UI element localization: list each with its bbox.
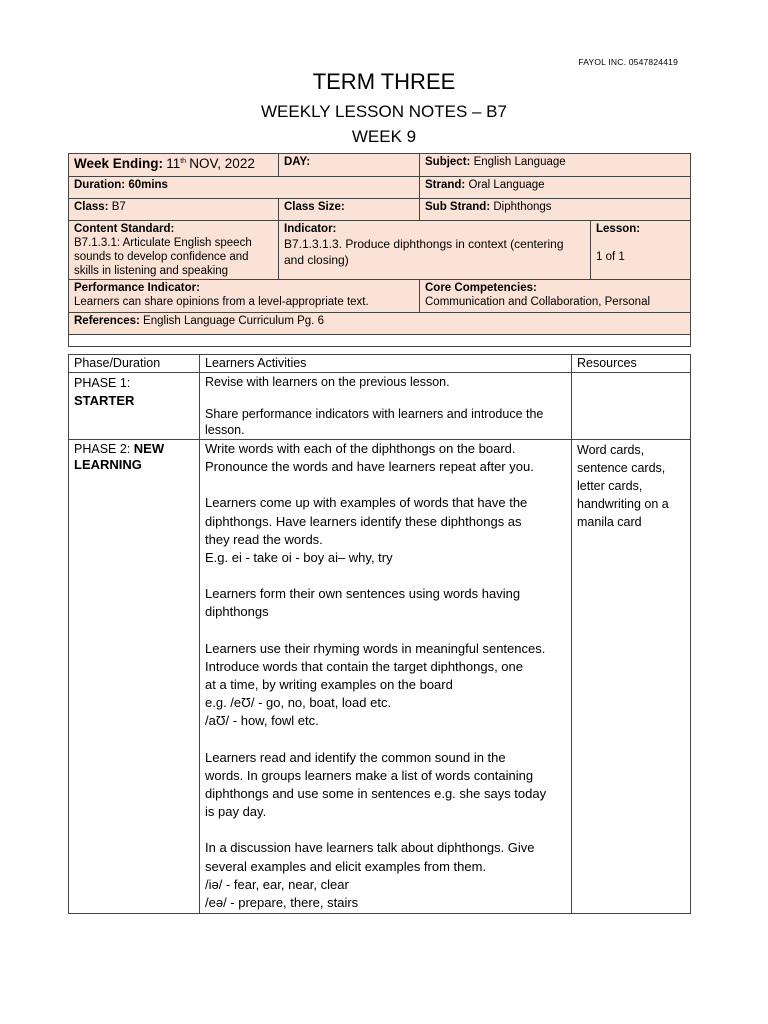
phase1-label: PHASE 1: (74, 376, 131, 390)
class-size-label: Class Size: (284, 201, 345, 213)
duration-cell (69, 177, 420, 199)
phase1-name: STARTER (74, 393, 135, 408)
col-resources-header: Resources (572, 355, 691, 373)
activity-line: In a discussion have learners talk about diphthongs. Give (205, 840, 535, 856)
core-label: Core Competencies: (425, 282, 537, 294)
day-cell (279, 154, 420, 177)
lesson-table-header-row (69, 355, 691, 373)
performance-value: Learners can share opinions from a level-appropriate text. (74, 296, 369, 308)
subject-cell (420, 154, 691, 177)
lesson-notes-subtitle: WEEKLY LESSON NOTES – B7 (261, 102, 507, 121)
week-ending-label: Week Ending: (74, 155, 164, 171)
class-value: B7 (111, 201, 126, 213)
phase2-label: PHASE 2: (74, 442, 131, 456)
indicator-value: B7.1.3.1.3. Produce diphthongs in context (centering and closing) (284, 237, 564, 267)
sub-strand-cell (420, 199, 691, 221)
phase2-activities (200, 440, 572, 914)
week-ending-cell (69, 154, 279, 177)
week-number: WEEK 9 (351, 127, 417, 146)
subject-label: Subject: (425, 156, 471, 168)
phase1-cell (69, 373, 200, 440)
activity-line: diphthongs and use some in sentences e.g. she says today (205, 786, 547, 802)
phase2-name-2: LEARNING (74, 457, 142, 472)
activity-line: several examples and elicit examples from them. (205, 858, 487, 874)
activity-line: diphthongs (205, 604, 269, 620)
phase2-name-1: NEW (133, 441, 165, 456)
phase1-activity-2: Share performance indicators with learners and introduce the lesson. (205, 407, 544, 437)
activity-line: e.g. /eƱ/ - go, no, boat, load etc. (205, 695, 392, 711)
phase1-row (69, 373, 691, 440)
phase2-row (69, 440, 691, 914)
activity-line: Learners form their own sentences using words having (205, 586, 521, 602)
activity-line: Learners use their rhyming words in meaningful sentences. (205, 640, 546, 656)
performance-cell (69, 280, 420, 313)
indicator-cell (279, 221, 591, 280)
activity-line: words. In groups learners make a list of words containing (205, 767, 534, 783)
sub-strand-value: Diphthongs (493, 201, 552, 213)
day-label: DAY: (284, 156, 311, 168)
header-row-week (69, 154, 691, 177)
week-ending-rest: NOV, 2022 (189, 155, 255, 171)
subject-value: English Language (473, 156, 566, 168)
activity-line: Introduce words that contain the target diphthongs, one (205, 658, 523, 674)
lesson-value: 1 of 1 (596, 251, 625, 263)
activity-line: E.g. ei - take oi - boy ai– why, try (205, 550, 393, 566)
lesson-activities-table (68, 354, 691, 914)
lesson-cell (591, 221, 691, 280)
class-cell (69, 199, 279, 221)
core-competencies-cell (420, 280, 691, 313)
strand-cell (420, 177, 691, 199)
col-activities-header: Learners Activities (200, 355, 572, 373)
core-value: Communication and Collaboration, Personal (425, 296, 651, 308)
activity-line: Pronounce the words and have learners repeat after you. (205, 459, 534, 475)
indicator-label: Indicator: (284, 223, 337, 235)
document-titles (0, 68, 768, 148)
strand-value: Oral Language (468, 179, 545, 191)
phase1-activities (200, 373, 572, 440)
performance-label: Performance Indicator: (74, 282, 200, 294)
header-row-standard (69, 221, 691, 280)
lesson-header-table (68, 153, 691, 347)
duration-label: Duration: (74, 179, 126, 191)
references-label: References: (74, 315, 140, 327)
activity-line: they read the words. (205, 531, 323, 547)
class-size-cell (279, 199, 420, 221)
content-standard-value: B7.1.3.1: Articulate English speech sounds to develop confidence and skills in listening and speaking (74, 237, 252, 277)
company-contact: FAYOL INC. 0547824419 (578, 57, 678, 67)
phase1-activity-1: Revise with learners on the previous lesson. (205, 375, 450, 389)
lesson-label: Lesson: (596, 223, 641, 235)
header-row-references (69, 313, 691, 335)
activity-line: /aƱ/ - how, fowl etc. (205, 713, 319, 729)
sub-strand-label: Sub Strand: (425, 201, 491, 213)
class-label: Class: (74, 201, 109, 213)
activity-line: Write words with each of the diphthongs on the board. (205, 441, 516, 456)
phase2-resources: Word cards, sentence cards, letter cards, handwriting on a manila card (572, 440, 691, 914)
activity-line: /iə/ - fear, ear, near, clear (205, 876, 349, 892)
references-cell (69, 313, 691, 335)
header-row-duration (69, 177, 691, 199)
phase2-cell (69, 440, 200, 914)
spacer-cell (69, 335, 691, 347)
header-row-performance (69, 280, 691, 313)
activity-line: Learners come up with examples of words that have the (205, 495, 528, 511)
activity-line: at a time, by writing examples on the board (205, 677, 453, 693)
activity-line: diphthongs. Have learners identify these diphthongs as (205, 513, 522, 529)
strand-label: Strand: (425, 179, 466, 191)
header-spacer-row (69, 335, 691, 347)
content-standard-cell (69, 221, 279, 280)
week-ending-value: 11 (166, 155, 181, 171)
phase1-resources (572, 373, 691, 440)
activity-line: /eə/ - prepare, there, stairs (205, 895, 359, 911)
duration-value: 60mins (128, 179, 168, 191)
term-title: TERM THREE (312, 69, 456, 94)
references-value: English Language Curriculum Pg. 6 (143, 315, 324, 327)
activity-line: is pay day. (205, 804, 267, 820)
col-phase-header: Phase/Duration (69, 355, 200, 373)
activity-line: Learners read and identify the common sound in the (205, 749, 506, 765)
content-standard-label: Content Standard: (74, 223, 175, 235)
week-ending-sup: th (180, 158, 187, 165)
header-row-class (69, 199, 691, 221)
